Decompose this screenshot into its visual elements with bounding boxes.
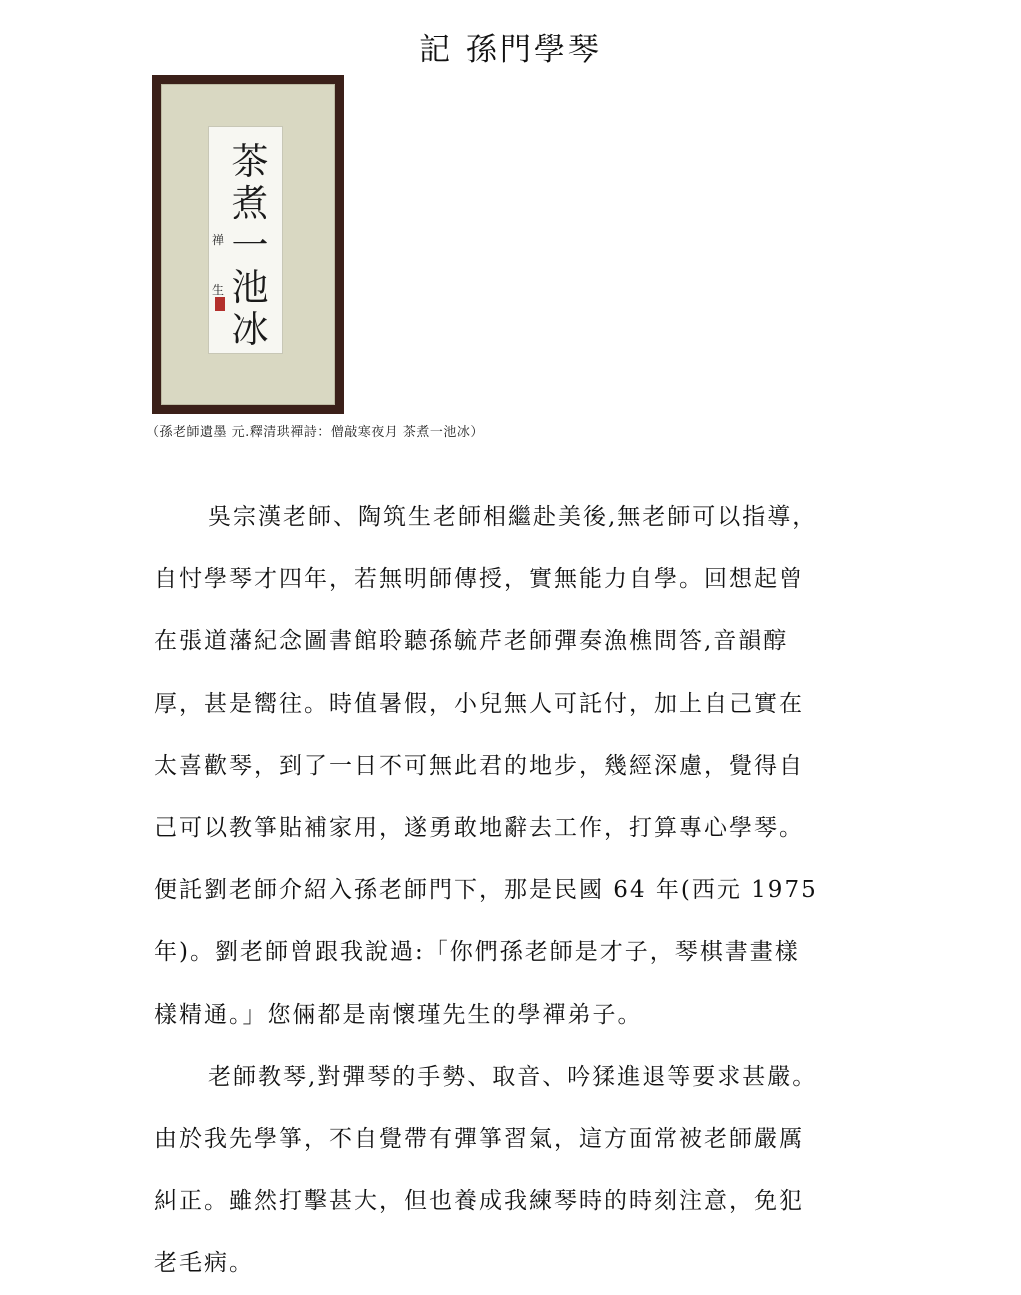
text-line: 年)。劉老師曾跟我說過:「你們孫老師是才子，琴棋書畫樣 — [154, 939, 800, 966]
text-line: 太喜歡琴，到了一日不可無此君的地步，幾經深慮，覺得自 — [154, 752, 804, 779]
signature-char: 禅 — [212, 233, 225, 247]
text-line: 便託劉老師介紹入孫老師門下，那是民國 64 年(西元 1975 — [154, 877, 818, 904]
text-line: 糾正。雖然打擊甚大，但也養成我練琴時的時刻注意，免犯 — [154, 1188, 804, 1215]
text-line: 自忖學琴才四年，若無明師傳授，實無能力自學。回想起曾 — [154, 566, 804, 593]
text-line: 厚，甚是嚮往。時值暑假，小兒無人可託付，加上自己實在 — [154, 690, 804, 717]
calligraphy-char: 一 — [231, 224, 269, 267]
text-line: 吳宗漢老師、陶筑生老師相繼赴美後,無老師可以指導， — [208, 504, 818, 530]
paragraph-1 — [154, 486, 874, 1046]
calligraphy-scroll — [208, 126, 283, 354]
calligraphy-char: 煮 — [231, 182, 269, 225]
page-title: 記 孫門學琴 — [419, 32, 602, 68]
red-seal-stamp — [215, 297, 225, 311]
text-line: 在張道藩紀念圖書館聆聽孫毓芹老師彈奏漁樵問答,音韻醇 — [154, 628, 789, 655]
text-line: 己可以教箏貼補家用，遂勇敢地辭去工作，打算專心學琴。 — [154, 815, 804, 842]
text-line: 老毛病。 — [154, 1250, 254, 1277]
calligraphy-char: 池 — [231, 266, 269, 309]
image-caption: （孫老師遺墨 元.釋清珙禪詩：僧敲寒夜月 茶煮一池冰） — [146, 425, 484, 440]
paragraph-2 — [154, 1046, 874, 1295]
text-line: 樣精通。」您倆都是南懷瑾先生的學禪弟子。 — [154, 1001, 643, 1028]
calligraphy-text — [227, 141, 273, 351]
text-line: 由於我先學箏，不自覺帶有彈箏習氣，這方面常被老師嚴厲 — [154, 1126, 804, 1153]
article-body — [154, 486, 874, 1295]
calligraphy-char: 茶 — [231, 140, 269, 183]
framed-calligraphy-image — [152, 75, 344, 414]
calligraphy-char: 冰 — [231, 308, 269, 351]
frame-mat — [161, 84, 335, 405]
signature-char: 生 — [212, 283, 225, 297]
text-line: 老師教琴,對彈琴的手勢、取音、吟猱進退等要求甚嚴。 — [208, 1063, 818, 1090]
